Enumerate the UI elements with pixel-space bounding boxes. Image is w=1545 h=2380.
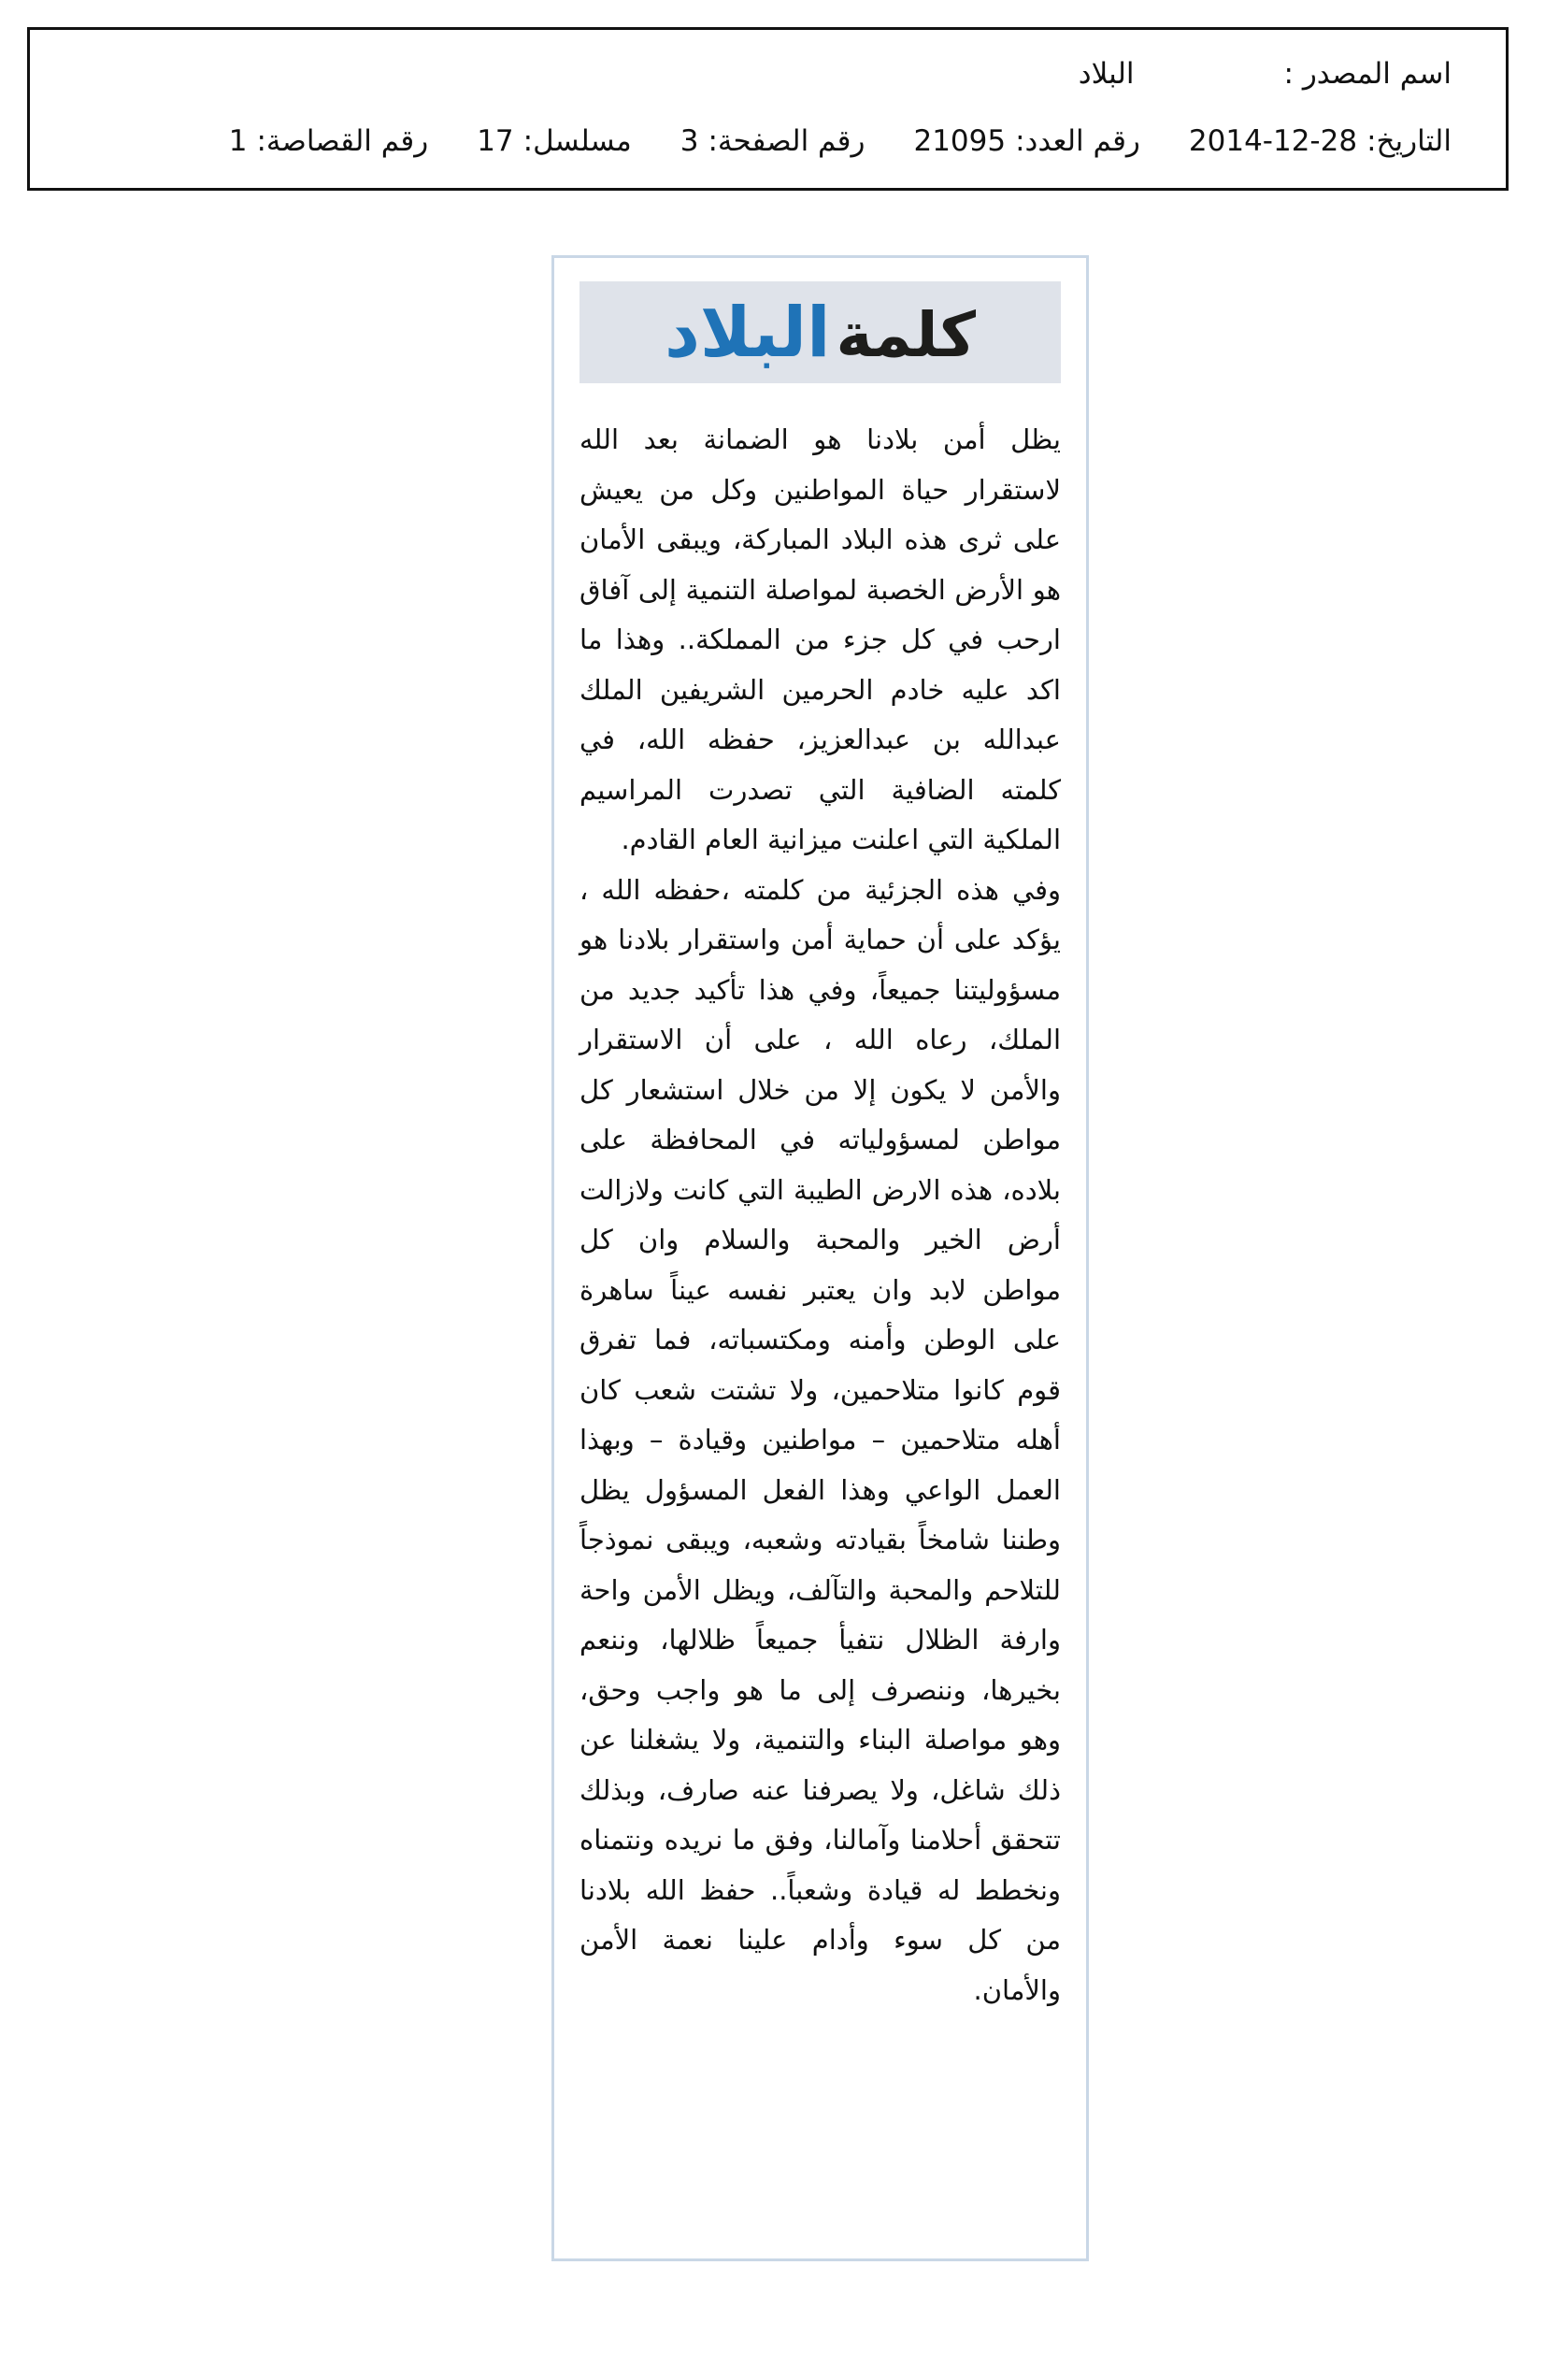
- clip-field: [229, 124, 428, 158]
- clip-value: 1: [228, 124, 248, 158]
- article-paragraph-2: وفي هذه الجزئية من كلمته ،حفظه الله ، يؤكد على أن حماية أمن واستقرار بلادنا هو مسؤوليتنا جميعاً، وفي هذا تأكيد جديد من الملك، رعاه الله ، على أن الاستقرار والأمن لا يكون إلا من خلال استشعار كل مواطن لمسؤولياته في المحافظة على بلاده، هذه الارض الطيبة التي كانت ولازالت أرض الخير والمحبة والسلام وان كل مواطن لابد وان يعتبر نفسه عيناً ساهرة على الوطن وأمنه ومكتسباته، فما تفرق قوم كانوا متلاحمين، ولا تشتت شعب كان أهله متلاحمين – مواطنين وقيادة – وبهذا العمل الواعي وهذا الفعل المسؤول يظل وطننا شامخاً بقيادته وشعبه، ويبقى نموذجاً للتلاحم والمحبة والتآلف، ويظل الأمن واحة وارفة الظلال نتفيأ جميعاً ظلالها، وننعم بخيرها، وننصرف إلى ما هو واجب وحق، وهو مواصلة البناء والتنمية، ولا يشغلنا عن ذلك شاغل، ولا يصرفنا عنه صارف، وبذلك تتحقق أحلامنا وآمالنا، وفق ما نريده ونتمناه ونخطط له قيادة وشعباً.. حفظ الله بلادنا من كل سوء وأدام علينا نعمة الأمن والأمان.: [579, 873, 1061, 2006]
- issue-field: [913, 124, 1139, 158]
- masthead-word-albilad: البلاد: [664, 292, 831, 373]
- metadata-row-details: [84, 118, 1452, 165]
- column-masthead: [579, 281, 1061, 383]
- issue-label: رقم العدد:: [1015, 124, 1140, 158]
- serial-label: مسلسل:: [522, 124, 632, 158]
- source-value: البلاد: [1078, 57, 1135, 91]
- serial-value: 17: [477, 124, 514, 158]
- newspaper-clipping: [551, 255, 1089, 2261]
- masthead-title: [664, 292, 977, 373]
- date-label: التاريخ:: [1366, 124, 1452, 158]
- serial-field: [477, 124, 632, 158]
- page-field: [680, 124, 865, 158]
- source-field: [1275, 57, 1452, 91]
- article-paragraph-1: يظل أمن بلادنا هو الضمانة بعد الله لاستقرار حياة المواطنين وكل من يعيش على ثرى هذه البلاد المباركة، ويبقى الأمان هو الأرض الخصبة لمواصلة التنمية إلى آفاق ارحب في كل جزء من المملكة.. وهذا ما اكد عليه خادم الحرمين الشريفين الملك عبدالله بن عبدالعزيز، حفظه الله، في كلمته الضافية التي تصدرت المراسيم الملكية التي اعلنت ميزانية العام القادم.: [579, 423, 1061, 855]
- metadata-row-source: [84, 50, 1452, 97]
- date-field: [1189, 124, 1452, 158]
- clip-label: رقم القصاصة:: [256, 124, 429, 158]
- date-value: 2014-12-28: [1188, 124, 1358, 158]
- source-label: اسم المصدر :: [1283, 57, 1452, 91]
- article-body: [579, 415, 1061, 2015]
- masthead-word-kalimat: كلمة: [836, 298, 977, 371]
- clipping-metadata-box: [27, 27, 1509, 191]
- source-value-field: [1079, 57, 1135, 91]
- page-label: رقم الصفحة:: [708, 124, 865, 158]
- issue-value: 21095: [913, 124, 1007, 158]
- page-value: 3: [680, 124, 699, 158]
